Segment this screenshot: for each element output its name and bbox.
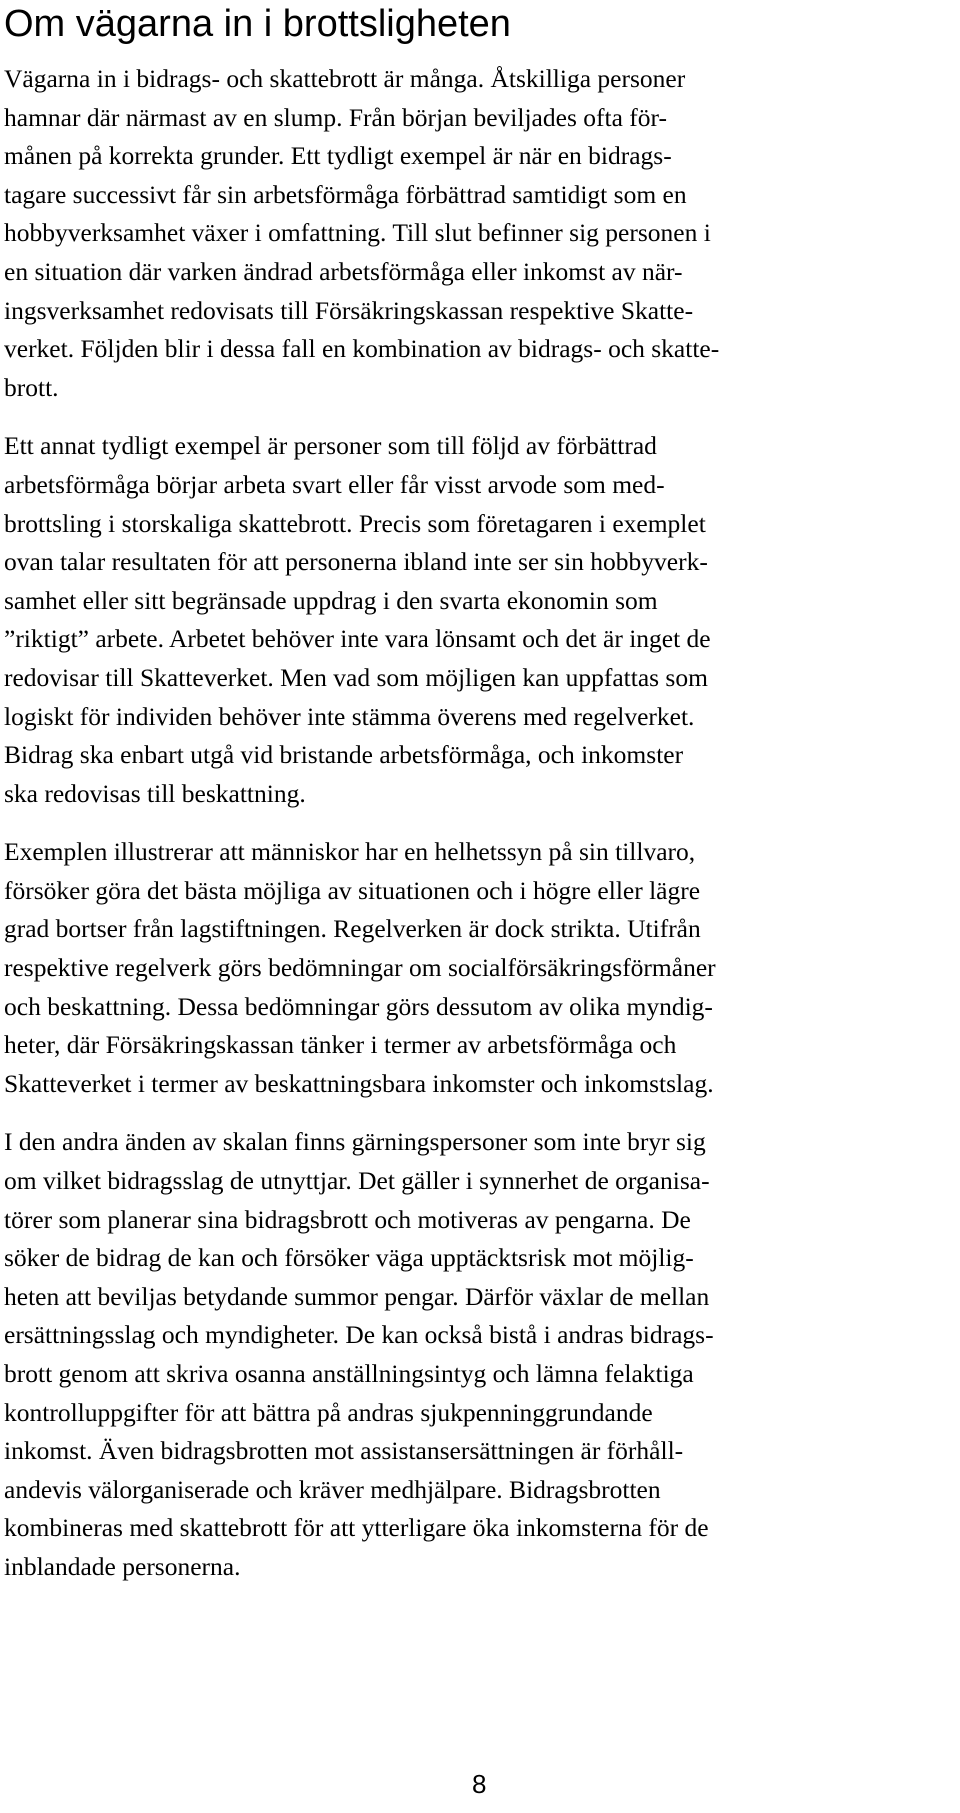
text-line: brottsling i storskaliga skattebrott. Precis som företagaren i exemplet	[4, 508, 706, 538]
text-line: samhet eller sitt begränsade uppdrag i den svarta ekonomin som	[4, 585, 658, 615]
text-line: Ett annat tydligt exempel är personer som till följd av förbättrad	[4, 431, 657, 461]
text-line: I den andra änden av skalan finns gärningspersoner som inte bryr sig	[4, 1127, 706, 1157]
text-line: om vilket bidragsslag de utnyttjar. Det gäller i synnerhet de organisa-	[4, 1166, 710, 1196]
paragraph-4	[4, 1123, 956, 1586]
text-line: Vägarna in i bidrags- och skattebrott är många. Åtskilliga personer	[4, 64, 686, 93]
text-line: ovan talar resultaten för att personerna ibland inte ser sin hobbyverk-	[4, 547, 708, 577]
text-line: hobbyverksamhet växer i omfattning. Till slut befinner sig personen i	[4, 218, 711, 248]
text-line: Skatteverket i termer av beskattningsbara inkomster och inkomstslag.	[4, 1068, 714, 1098]
page-number: 8	[472, 1769, 487, 1799]
text-line: arbetsförmåga börjar arbeta svart eller får visst arvode som med-	[4, 469, 665, 499]
paragraph-1	[4, 60, 956, 407]
text-line: kombineras med skattebrott för att ytterligare öka inkomsterna för de	[4, 1513, 709, 1543]
text-line: brott.	[4, 372, 59, 402]
text-line: grad bortser från lagstiftningen. Regelverken är dock strikta. Utifrån	[4, 914, 701, 944]
text-line: söker de bidrag de kan och försöker väga upptäcktsrisk mot möjlig-	[4, 1243, 694, 1273]
text-line: inblandade personerna.	[4, 1551, 241, 1581]
text-line: en situation där varken ändrad arbetsförmåga eller inkomst av när-	[4, 256, 683, 286]
text-line: logiskt för individen behöver inte stämma överens med regelverket.	[4, 701, 695, 731]
text-line: ”riktigt” arbete. Arbetet behöver inte vara lönsamt och det är inget de	[4, 624, 711, 654]
text-line: ersättningsslag och myndigheter. De kan också bistå i andras bidrags-	[4, 1320, 714, 1350]
text-line: brott genom att skriva osanna anställningsintyg och lämna felaktiga	[4, 1359, 694, 1388]
body-text	[4, 60, 956, 1607]
text-line: ingsverksamhet redovisats till Försäkringskassan respektive Skatte-	[4, 295, 694, 325]
text-line: redovisar till Skatteverket. Men vad som möjligen kan uppfattas som	[4, 662, 708, 692]
text-line: Bidrag ska enbart utgå vid bristande arbetsförmåga, och inkomster	[4, 740, 684, 770]
text-line: ska redovisas till beskattning.	[4, 778, 306, 808]
text-line: verket. Följden blir i dessa fall en kombination av bidrags- och skatte-	[4, 334, 720, 364]
text-line: försöker göra det bästa möjliga av situationen och i högre eller lägre	[4, 875, 701, 905]
text-line: och beskattning. Dessa bedömningar görs dessutom av olika myndig-	[4, 991, 713, 1021]
paragraph-3	[4, 833, 956, 1103]
paragraph-2	[4, 427, 956, 813]
text-line: månen på korrekta grunder. Ett tydligt exempel är när en bidrags-	[4, 141, 672, 171]
text-line: Exemplen illustrerar att människor har en helhetssyn på sin tillvaro,	[4, 837, 696, 867]
text-line: kontrolluppgifter för att bättra på andras sjukpenninggrundande	[4, 1397, 653, 1427]
text-line: respektive regelverk görs bedömningar om socialförsäkringsförmåner	[4, 953, 716, 983]
text-line: andevis välorganiserade och kräver medhjälpare. Bidragsbrotten	[4, 1474, 661, 1504]
text-line: hamnar där närmast av en slump. Från början beviljades ofta för-	[4, 102, 667, 132]
section-heading: Om vägarna in i brottsligheten	[4, 3, 511, 45]
text-line: heter, där Försäkringskassan tänker i termer av arbetsförmåga och	[4, 1030, 677, 1060]
text-line: heten att beviljas betydande summor pengar. Därför växlar de mellan	[4, 1281, 710, 1311]
text-line: inkomst. Även bidragsbrotten mot assistansersättningen är förhåll-	[4, 1436, 684, 1466]
text-line: tagare successivt får sin arbetsförmåga förbättrad samtidigt som en	[4, 179, 687, 209]
text-line: törer som planerar sina bidragsbrott och motiveras av pengarna. De	[4, 1204, 691, 1234]
